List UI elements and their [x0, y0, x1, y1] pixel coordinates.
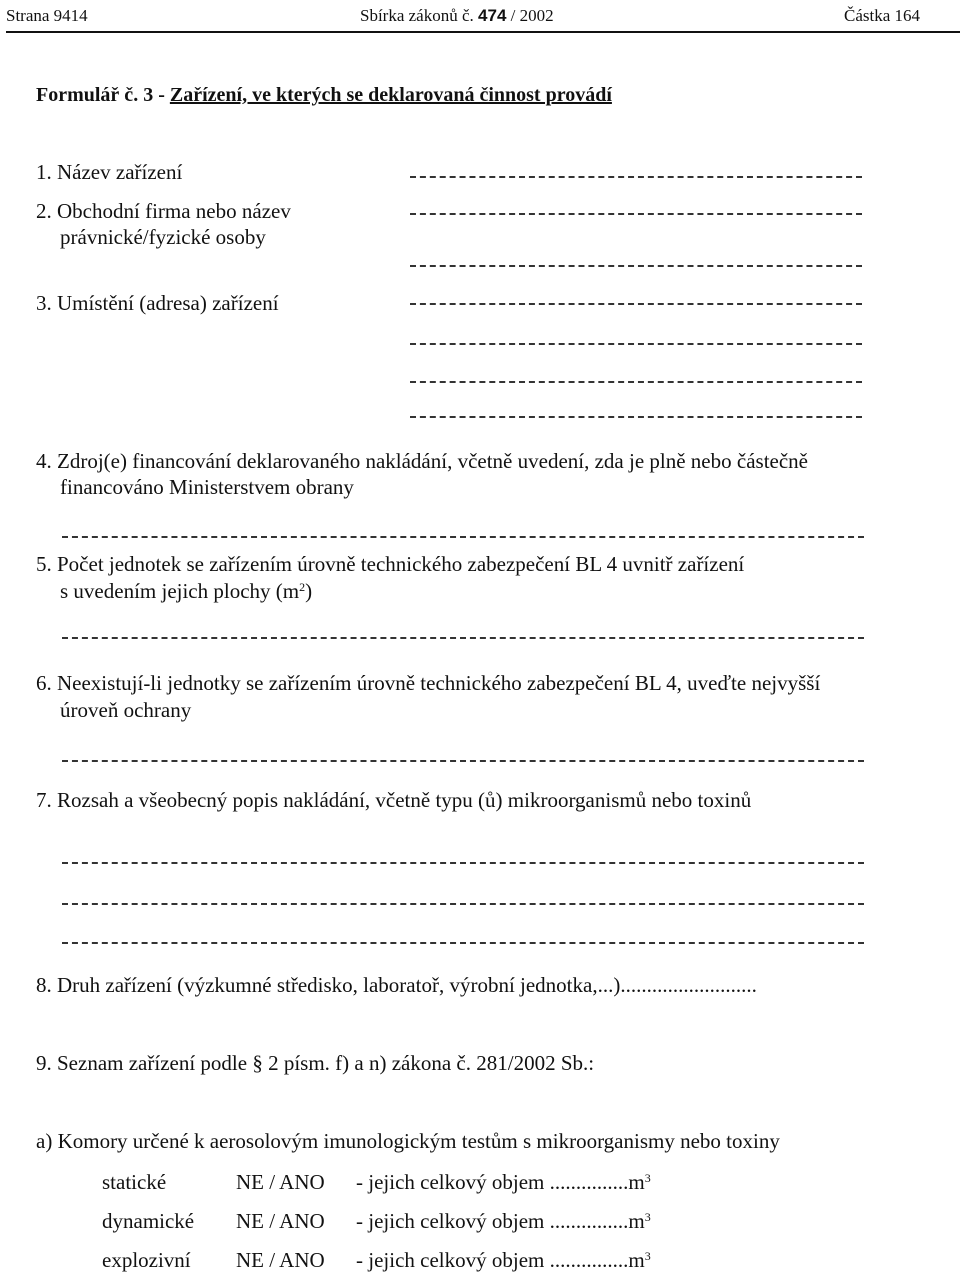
item-5-label-close: ): [305, 579, 313, 603]
item-2-label: 2. Obchodní firma nebo název: [36, 199, 291, 223]
header-rule: [6, 31, 960, 33]
collection-number: 474: [478, 6, 507, 25]
item-6-field[interactable]: [62, 760, 864, 762]
chamber-static-unit-sup: 3: [644, 1171, 651, 1185]
chamber-static-volume[interactable]: [356, 1172, 651, 1193]
item-6-label: 6. Neexistují-li jednotky se zařízením úrovně technického zabezpečení BL 4, uveďte nejvyšší: [36, 671, 821, 695]
chamber-explosive-volume[interactable]: [356, 1250, 651, 1271]
item-4-label: 4. Zdroj(e) financování deklarovaného nakládání, včetně uvedení, zda je plně nebo částečně: [36, 449, 808, 473]
item-5-field[interactable]: [62, 637, 864, 639]
item-3-label: 3. Umístění (adresa) zařízení: [36, 291, 279, 315]
chamber-explosive-type: explozivní: [102, 1248, 191, 1272]
item-7-field-1[interactable]: [62, 862, 864, 864]
item-4-field[interactable]: [62, 536, 864, 538]
form-title-prefix: Formulář č. 3 -: [36, 84, 170, 106]
chamber-static-choice[interactable]: NE / ANO: [236, 1170, 325, 1194]
item-3-field-3[interactable]: [410, 381, 862, 383]
item-2-label-cont: právnické/fyzické osoby: [60, 225, 266, 249]
item-3-field-1[interactable]: [410, 303, 862, 305]
chamber-explosive-unit-sup: 3: [644, 1249, 651, 1263]
item-1-field[interactable]: [410, 176, 862, 178]
form-title-main: Zařízení, ve kterých se deklarovaná činnost provádí: [169, 84, 612, 106]
collection-text: Sbírka zákonů č.: [360, 6, 474, 25]
item-1-label: 1. Název zařízení: [36, 160, 183, 184]
chamber-dynamic-volume[interactable]: [356, 1211, 651, 1232]
item-7-field-2[interactable]: [62, 903, 864, 905]
form-title: [36, 84, 612, 107]
item-4-label-cont: financováno Ministerstvem obrany: [60, 475, 354, 499]
chamber-dynamic-type: dynamické: [102, 1209, 195, 1233]
item-6-label-cont: úroveň ochrany: [60, 698, 192, 722]
chamber-static-volume-text: - jejich celkový objem ...............m: [356, 1170, 645, 1194]
item-5-superscript: 2: [299, 580, 306, 594]
chamber-explosive-volume-text: - jejich celkový objem ...............m: [356, 1248, 645, 1272]
item-9-label: 9. Seznam zařízení podle § 2 písm. f) a n) zákona č. 281/2002 Sb.:: [36, 1051, 595, 1075]
chamber-explosive-choice[interactable]: NE / ANO: [236, 1248, 325, 1272]
item-7-label: 7. Rozsah a všeobecný popis nakládání, včetně typu (ů) mikroorganismů nebo toxinů: [36, 788, 752, 812]
item-5-label: 5. Počet jednotek se zařízením úrovně technického zabezpečení BL 4 uvnitř zařízení: [36, 552, 745, 576]
page-number: Strana 9414: [6, 6, 88, 25]
item-a-label: a) Komory určené k aerosolovým imunologickým testům s mikroorganismy nebo toxiny: [36, 1129, 780, 1153]
collection-label: [360, 6, 554, 26]
chamber-dynamic-choice[interactable]: NE / ANO: [236, 1209, 325, 1233]
item-3-field-4[interactable]: [410, 416, 862, 418]
chamber-dynamic-volume-text: - jejich celkový objem ...............m: [356, 1209, 645, 1233]
part-number: Částka 164: [844, 6, 921, 25]
item-3-field-2[interactable]: [410, 343, 862, 345]
item-2-field-2[interactable]: [410, 265, 862, 267]
item-7-field-3[interactable]: [62, 942, 864, 944]
item-2-field-1[interactable]: [410, 213, 862, 215]
item-5-label-cont: [60, 581, 312, 602]
item-8-label[interactable]: 8. Druh zařízení (výzkumné středisko, laboratoř, výrobní jednotka,...)..........................: [36, 973, 757, 997]
chamber-dynamic-unit-sup: 3: [644, 1210, 651, 1224]
item-5-label-text: s uvedením jejich plochy (m: [60, 579, 300, 603]
collection-year: / 2002: [510, 6, 554, 25]
chamber-static-type: statické: [102, 1170, 167, 1194]
